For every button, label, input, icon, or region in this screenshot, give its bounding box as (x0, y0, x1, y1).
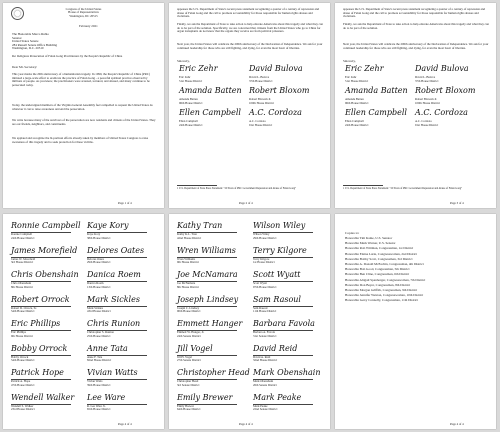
signature: Ronnie Campbell (11, 221, 81, 230)
signer-district: 37th House District (415, 78, 439, 83)
signer-district: 9th House District (177, 260, 199, 264)
copy-recipient: Honorable Ben Cline, Congressman, 6th District (345, 272, 410, 277)
signer-district: 100th House District (249, 100, 274, 105)
signer-district: 82nd House District (87, 358, 112, 362)
page-number: Page 4 of 4 (239, 422, 253, 426)
signer-name: Emily Brewer (177, 403, 194, 408)
signer-name: Scott Wyatt (253, 281, 268, 285)
signature: David Reid (253, 343, 298, 353)
paragraph: Next year, the United States will celebrate the 200th anniversary of the Declaration of Independence. We ask for your continued leadership for those who are still fighting, and dying, for even the most basic of liberties. (343, 42, 489, 50)
signer-district: 32nd House District (253, 358, 278, 362)
signer-district: 24th House District (345, 122, 369, 127)
paragraph: Finally, we ask the Department of State to take action to help educate Americans about this tragedy and what they can do to be part of the solution. (343, 22, 489, 30)
paragraph: Today, the undersigned members of the Virginia General Assembly feel compelled to request the United States do whatever it can to raise awareness and end the persecution. (12, 103, 153, 111)
signer-name: Robert D. Orrock, Sr. (11, 305, 37, 310)
signer-name: Robert Bloxom Jr. (415, 97, 438, 101)
signature: Joseph Lindsey (177, 294, 239, 304)
signer-district: 29th House District (253, 235, 277, 240)
signature: A.C. Cordoza (249, 108, 302, 117)
signature: James Morefield (11, 245, 78, 255)
signature: Jill Vogel (177, 343, 213, 353)
signer-district: 96th House District (179, 100, 203, 105)
signature: Robert Orrock (11, 294, 70, 304)
signer-name: R. Lee Ware Jr. (87, 403, 106, 408)
paragraph: appeases the U.S. Department of State's recent press statement recognizing a quarter of a century of repression and abuse of Falun Gong and the call to promote accountability for those responsible for human rights abuses and violations. (177, 7, 320, 19)
signer-district: 91st House District (249, 122, 273, 127)
signature: Christopher Head (177, 368, 250, 377)
letter-page-2 (169, 3, 330, 208)
signer-name: Emmett W. Hanger, Jr. (177, 330, 205, 334)
signer-district: 51st House District (345, 78, 369, 83)
signer-name: Mark Sickles (87, 305, 103, 310)
signer-district: 13th House District (87, 284, 111, 289)
signer-name: Bobby Orrock (11, 354, 29, 359)
signer-name: Wilson Wiley (253, 232, 270, 236)
signature-page-middle (169, 214, 330, 429)
signature: Danica Roem (87, 270, 141, 279)
signer-name: Anne F. Tata (87, 354, 103, 359)
signature: Terry Kilgore (253, 245, 307, 255)
footnote: 1 U.S. Department of State Press Statement: "20 Years of PRC Government Repression and Abuse of Falun Gong" (343, 187, 463, 190)
recipient-line-1: The Honorable Marco Rubio (12, 32, 49, 36)
signature: Mark Obenshain (253, 368, 321, 377)
signer-name: Kaye Kory (87, 232, 101, 236)
signer-district: 97th House District (253, 284, 277, 289)
signer-district: 65th House District (87, 407, 111, 411)
signer-district: 100th House District (415, 100, 440, 105)
signer-name: Ellen Campbell (345, 119, 364, 123)
signer-name: Delores Oates (87, 256, 104, 261)
signer-district: 8th House District (177, 284, 199, 289)
signature: Robert Bloxom (249, 86, 310, 95)
signature: Patrick Hope (11, 368, 64, 377)
signer-district: 8th House District (11, 284, 33, 289)
signer-name: Robert Bloxom Jr. (249, 97, 272, 101)
re-line: Re: Religious Persecution of Falun Gong Practitioners by the People's Republic of China (12, 54, 123, 58)
signer-name: Danica Roem (87, 281, 104, 285)
signature: Ellen Campbell (345, 108, 407, 117)
copy-recipient: Honorable Mark Warner, U.S. Senator (345, 241, 396, 246)
signer-name: Terry Kilgore (253, 256, 270, 261)
recipient-line-2: Senator (12, 35, 22, 40)
signature: Scott Wyatt (253, 270, 301, 279)
signer-district: 1st House District (253, 260, 275, 264)
paragraph: Next year, the United States will celebrate the 200th anniversary of the Declaration of Independence. We ask for your continued leadership for those who are still fighting, and dying, for even the most basic of liberties. (177, 42, 323, 50)
copies-page (335, 214, 496, 429)
signature: Ellen Campbell (179, 108, 241, 117)
signer-name: Joe McNamara (177, 281, 196, 285)
signer-name: Jill H. Vogel (177, 354, 192, 359)
signer-district: 37th House District (249, 78, 273, 83)
signer-district: 39th House District (87, 382, 111, 387)
signer-district: 26th Senate District (253, 382, 277, 387)
signature: Emmett Hanger (177, 319, 243, 328)
copy-recipient: Honorable Morgan Griffith, Congressman, 9th District (345, 288, 418, 292)
signer-name: Chris Obenshain (11, 281, 32, 285)
signature: Wilson Wiley (253, 221, 306, 230)
signature: A.C. Cordoza (415, 108, 468, 117)
copy-recipient: Honorable Bob Good, Congressman, 5th District (345, 267, 410, 272)
signer-district: 38th House District (87, 235, 111, 240)
paragraph: appeases the U.S. Department of State's recent press statement recognizing a quarter of a century of repression and abuse of Falun Gong and the call to promote accountability for those responsible for human rights abuses and violations. (343, 7, 486, 19)
signature: David Bulova (249, 64, 303, 73)
signature: David Bulova (415, 64, 469, 73)
signer-district: 23rd House District (11, 407, 35, 411)
signer-name: Wren Williams (177, 256, 196, 261)
copy-recipient: Honorable Rob Wittman, Congressman, 1st District (345, 246, 414, 251)
signature: Amanda Batten (179, 86, 242, 95)
page-number: Page 2 of 4 (239, 201, 253, 205)
signature: Kaye Kory (87, 221, 129, 230)
signer-name: David L. Bulova (249, 75, 270, 79)
letterhead: Congress of the United States House of Representatives Washington, DC 20515 (65, 7, 102, 18)
signer-name: A.C. Cordoza (249, 119, 266, 123)
paragraph: We write because many of the survivors of the persecution are now residents and citizens of the United States. They are our friends, neighbors, and constituents. (12, 118, 156, 126)
signer-district: 54th House District (11, 309, 35, 313)
signer-district: 96th House District (345, 100, 369, 105)
signature: Wendell Walker (11, 392, 75, 402)
signer-district: 91st House District (415, 122, 439, 127)
signature: Anne Tata (87, 343, 128, 353)
signer-district: 43rd House District (87, 309, 111, 313)
signature: Mark Sickles (87, 294, 140, 304)
copy-recipient: Honorable Jennifer Wexton, Congresswoman, 10th District (345, 293, 424, 298)
signer-name: Eric Phillips (11, 330, 26, 334)
salutation: Dear Mr. Secretary: (12, 65, 38, 69)
signature: Bobby Orrock (11, 343, 68, 353)
signer-name: Eric Zehr (179, 75, 191, 79)
copy-recipient: Honorable Gerry Connolly, Congressman, 11th District (345, 298, 419, 303)
signature: Eric Zehr (345, 64, 384, 73)
signer-district: 11th House District (253, 309, 277, 313)
signature: Kathy Tran (177, 221, 223, 230)
signer-district: 3rd Senate District (177, 382, 200, 387)
signer-district: 90th House District (177, 309, 201, 313)
signer-name: Eric Zehr (345, 75, 357, 79)
signature: Vivian Watts (87, 368, 138, 377)
signer-name: David A. Reid (253, 354, 271, 359)
signer-district: 9th House District (11, 333, 33, 338)
signature: Delores Oates (87, 245, 145, 255)
signer-name: Patrick A. Hope (11, 379, 31, 383)
page-number: Page 1 of 4 (118, 201, 132, 205)
signer-name: Vivian Watts (87, 379, 103, 383)
signature: Sam Rasoul (253, 294, 301, 304)
signature: Emily Brewer (177, 392, 233, 402)
copy-recipient: Honorable Don Beyer, Congressman, 8th District (345, 282, 411, 287)
signature: Chris Runion (87, 319, 141, 328)
closing: Sincerely, (177, 59, 190, 63)
signer-district: 47th House District (11, 382, 35, 387)
signer-name: Sam Rasoul (253, 305, 268, 310)
signer-name: Wendell S. Walker (11, 403, 34, 408)
signer-name: Amanda Batten (345, 97, 364, 101)
footnote: 1 U.S. Department of State Press Statement: "20 Years of PRC Government Repression and Abuse of Falun Gong" (177, 187, 297, 190)
signer-district: 24th House District (11, 235, 35, 240)
copy-recipient: Honorable Abigail Spanberger, Congresswoman, 7th District (345, 277, 426, 282)
signature: Mark Peake (253, 392, 302, 402)
signature: Joe McNamara (177, 270, 238, 279)
signature: Eric Phillips (11, 319, 61, 328)
signer-name: Mark Obenshain (253, 379, 274, 383)
signer-district: 24th House District (179, 122, 203, 127)
paragraph: We applaud and recognize the bi-partisan efforts already taken by members of United States Congress to raise awareness of this tragedy and to seek protection for these victims. (12, 136, 149, 144)
signer-district: 64th House District (177, 407, 201, 411)
page-number: Page 4 of 4 (118, 422, 132, 426)
signer-district: 29th House District (87, 260, 111, 264)
signature: Eric Zehr (179, 64, 218, 73)
letter-page-3 (335, 3, 496, 208)
footnote-rule (343, 185, 383, 186)
signer-name: David L. Bulova (415, 75, 436, 79)
closing: Sincerely, (343, 59, 356, 63)
copy-recipient: Honorable A. Donald McEachin, Congressman, 4th District (345, 262, 424, 266)
letter-date: February 2021 (79, 24, 98, 28)
signer-name: A.C. Cordoza (415, 119, 432, 123)
recipient-line-3: United States Senate (12, 39, 39, 44)
signature: Robert Bloxom (415, 86, 476, 95)
signer-name: Barbara A. Favola (253, 330, 275, 334)
copies-heading: Copies to: (345, 231, 360, 235)
signer-district: 27th Senate District (177, 358, 201, 362)
signer-name: Amanda Batten (179, 97, 198, 101)
copy-recipient: Honorable Elaine Luria, Congresswoman, 2nd District (345, 251, 418, 256)
copy-recipient: Honorable Bobby Scott, Congressman, 3rd District (345, 256, 413, 261)
signer-district: 54th House District (11, 358, 35, 362)
signer-name: Kathy K.L. Tran (177, 232, 197, 236)
signer-name: Ronnie Campbell (11, 232, 33, 236)
recipient-line-4: 284 Russell Senate Office Building (12, 42, 58, 47)
signature: Wren Williams (177, 245, 236, 255)
signer-district: 31st Senate District (253, 333, 277, 338)
signer-name: Christopher S. Runion (87, 330, 114, 334)
signature: Amanda Batten (345, 86, 408, 95)
signature: Chris Obenshain (11, 270, 79, 279)
signature-page-left (3, 214, 164, 429)
paragraph: This year marks the 20th anniversary of a humanitarian tragedy. In 1999, the People's Republic of China (PRC) initiated a large-scale effort to eradicate the practice of Falun Gong - a peaceful spiritual practice observed by millions of people. As you know, the practitioners were arrested, tortured, and abused, and many continue to be persecuted today. (12, 72, 150, 88)
paragraph: Finally, we ask the Department of State to take action to help educate Americans about this tragedy and what they can do to be part of the solution. Specifically, we are concerned that citizens from the United States who go to China for organ transplants do not know that the organs they receive are from political prisoners. (177, 22, 323, 34)
signer-name: Christopher Head (177, 379, 199, 383)
recipient-line-5: Washington, D.C. 20510 (12, 46, 44, 51)
signer-name: Ellen Campbell (179, 119, 198, 123)
signer-name: James W. Morefield (11, 256, 36, 261)
signature: Lee Ware (87, 392, 126, 402)
signer-name: Joseph C. Lindsey (177, 305, 200, 310)
signer-district: 24th Senate District (177, 333, 201, 338)
footnote-rule (177, 185, 217, 186)
signer-name: Mark Peake (253, 403, 268, 408)
copy-recipient: Honorable Tim Kaine, U.S. Senator (345, 236, 393, 240)
letter-page-1 (3, 3, 164, 208)
signer-district: 51st House District (179, 78, 203, 83)
signature: Barbara Favola (253, 319, 315, 328)
signer-district: 3rd House District (11, 260, 34, 264)
signer-district: 42nd House District (177, 235, 202, 240)
page-number: Page 4 of 4 (450, 422, 464, 426)
signer-district: 22nd Senate District (253, 407, 278, 411)
signer-district: 25th House District (87, 333, 111, 338)
page-number: Page 3 of 4 (450, 201, 464, 205)
